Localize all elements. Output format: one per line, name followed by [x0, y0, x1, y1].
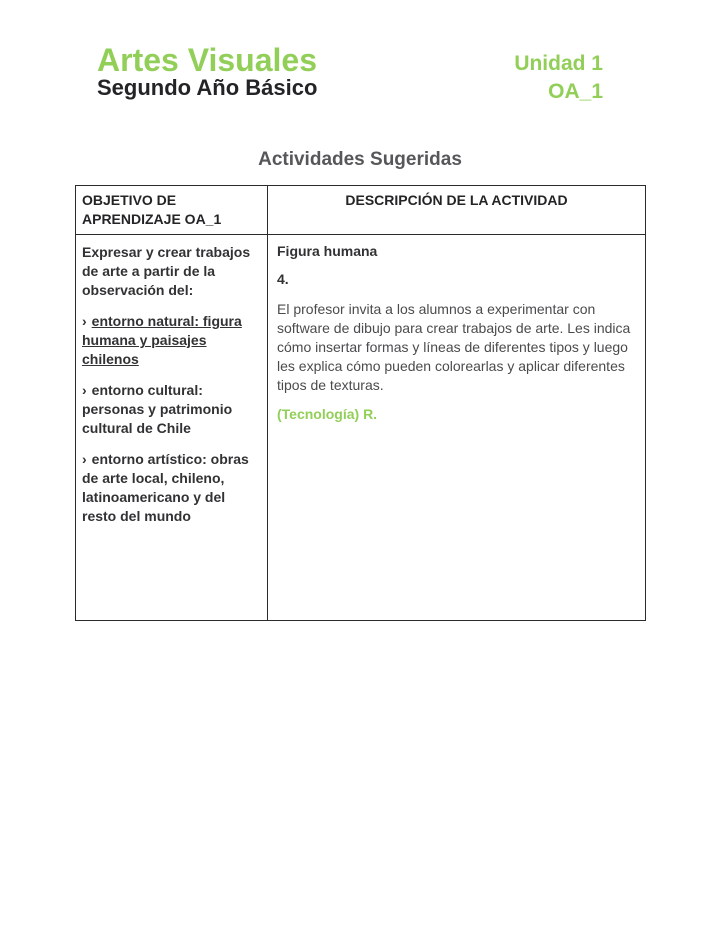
objective-cell [76, 235, 268, 621]
page-subtitle: Segundo Año Básico [97, 75, 318, 100]
table-row [76, 235, 646, 621]
column-header-description: DESCRIPCIÓN DE LA ACTIVIDAD [268, 186, 646, 235]
section-title: Actividades Sugeridas [258, 149, 462, 170]
unit-block [514, 50, 603, 106]
objective-bullet-artistico [82, 450, 261, 526]
activity-description: El profesor invita a los alumnos a experimentar con software de dibujo para crear trabajos de arte. Les indica cómo insertar formas y líneas de diferentes tipos y luego les explica cómo pueden colorearlas y aplicar diferentes tipos de texturas. [277, 301, 631, 393]
activity-title: Figura humana [277, 243, 378, 259]
activity-tag: (Tecnología) R. [277, 406, 378, 422]
bullet-marker: › [82, 313, 87, 329]
page-title: Artes Visuales [97, 42, 317, 78]
bullet-marker: › [82, 382, 87, 398]
bullet-text: entorno artístico: obras de arte local, chileno, latinoamericano y del resto del mundo [82, 451, 249, 524]
activity-cell [268, 235, 646, 621]
objective-intro: Expresar y crear trabajos de arte a partir de la observación del: [82, 244, 251, 298]
objective-bullet-natural [82, 312, 261, 369]
activities-table [75, 185, 646, 621]
table-header-row [76, 186, 646, 235]
unit-label: Unidad 1 [514, 52, 603, 75]
bullet-marker: › [82, 451, 87, 467]
oa-label: OA_1 [548, 80, 603, 103]
column-header-objective: OBJETIVO DE APRENDIZAJE OA_1 [76, 186, 268, 235]
activity-number: 4. [277, 271, 289, 287]
bullet-text: entorno cultural: personas y patrimonio cultural de Chile [82, 382, 233, 436]
bullet-text: entorno natural: figura humana y paisajes chilenos [82, 313, 242, 367]
objective-bullet-cultural [82, 381, 261, 438]
